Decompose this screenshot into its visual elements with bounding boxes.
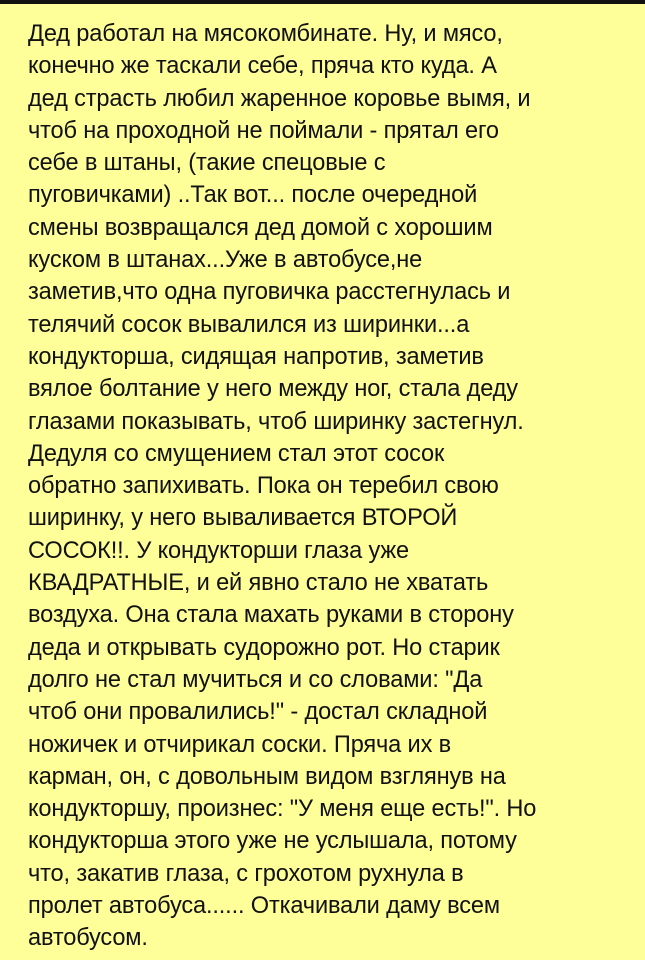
story-line: долго не стал мучиться и со словами: "Да: [28, 666, 483, 693]
story-line: вялое болтание у него между ног, стала деду: [28, 376, 518, 403]
story-line: обратно запихивать. Пока он теребил свою: [28, 473, 499, 500]
story-line: кондукторша, сидящая напротив, заметив: [28, 343, 484, 370]
story-line: телячий сосок вывалился из ширинки...а: [28, 311, 470, 338]
story-text: [28, 18, 631, 955]
story-line: что, закатив глаза, с грохотом рухнула в: [28, 860, 464, 887]
story-line: кондукторшу, произнес: "У меня еще есть!". Но: [28, 796, 537, 823]
story-line: себе в штаны, (такие спецовые с: [28, 150, 386, 177]
story-line: автобусом.: [28, 925, 148, 952]
story-line: заметив,что одна пуговичка расстегнулась и: [28, 279, 511, 306]
story-line: чтоб на проходной не поймали - прятал его: [28, 117, 499, 144]
story-line: деда и открывать судорожно рот. Но старик: [28, 634, 500, 661]
story-line: дед страсть любил жаренное коровье вымя, и: [28, 85, 531, 112]
story-line: ширинку, у него вываливается ВТОРОЙ: [28, 505, 458, 532]
story-line: глазами показывать, чтоб ширинку застегнул.: [28, 408, 524, 435]
story-line: пуговичками) ..Так вот... после очередной: [28, 182, 478, 209]
story-line: карман, он, с довольным видом взглянув на: [28, 763, 506, 790]
story-line: Дед работал на мясокомбинате. Ну, и мясо,: [28, 21, 503, 47]
story-line: Дедуля со смущением стал этот сосок: [28, 440, 445, 467]
story-line: куском в штанах...Уже в автобусе,не: [28, 247, 423, 274]
story-line: конечно же таскали себе, пряча кто куда. А: [28, 53, 497, 80]
story-line: ножичек и отчирикал соски. Пряча их в: [28, 731, 452, 758]
story-line: пролет автобуса...... Откачивали даму всем: [28, 893, 500, 920]
story-line: чтоб они провалились!" - достал складной: [28, 699, 488, 726]
story-line: КВАДРАТНЫЕ, и ей явно стало не хватать: [28, 570, 489, 597]
story-line: кондукторша этого уже не услышала, потому: [28, 828, 517, 855]
story-line: смены возвращался дед домой с хорошим: [28, 214, 493, 241]
story-line: воздуха. Она стала махать руками в сторону: [28, 602, 514, 629]
story-line: СОСОК!!. У кондукторши глаза уже: [28, 537, 409, 564]
